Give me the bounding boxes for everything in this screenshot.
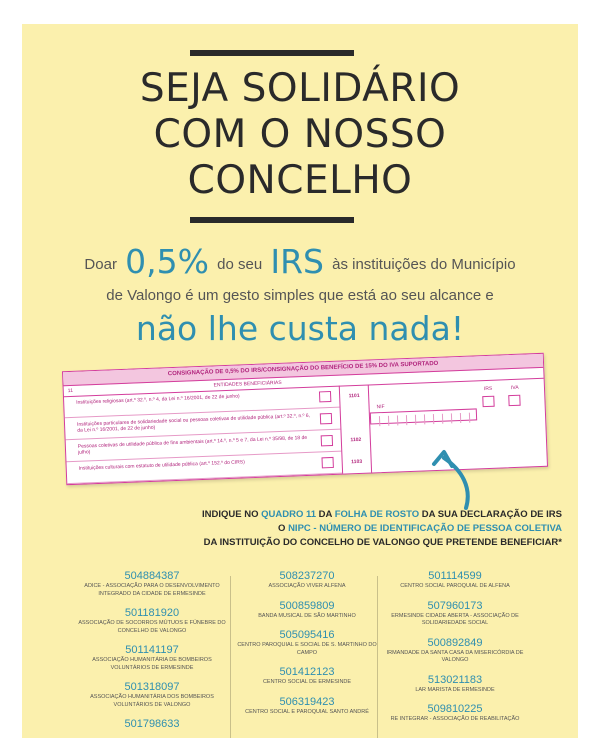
column-divider [230, 576, 231, 738]
institutions-column-3 [380, 570, 530, 733]
irs-checkbox-icon [482, 396, 494, 407]
headline-line-2: COM O NOSSO [153, 112, 447, 157]
form-header-label: ENTIDADES BENEFICIÁRIAS [213, 379, 282, 389]
checkbox-icon [321, 435, 333, 446]
instructions-line-1: INDIQUE NO QUADRO 11 DA FOLHA DE ROSTO DA SUA DECLARAÇÃO DE IRS [202, 509, 562, 520]
form-row: Pessoas coletivas de utilidade pública de fins ambientais (art.º 14.º, n.º 5 e 7, da Lei n.º 35/98, de 18 de julho) [66, 430, 342, 463]
form-codes [339, 385, 372, 474]
intro-line-1 [22, 242, 578, 281]
iva-checkbox-icon [508, 395, 520, 406]
intro-line-2: de Valongo é um gesto simples que está ao seu alcance e [106, 287, 494, 304]
intro-line-3: não lhe custa nada! [135, 309, 465, 348]
checkbox-icon [319, 391, 331, 402]
list-item: 506319423 CENTRO SOCIAL E PAROQUIAL SANTO ANDRÉ [245, 695, 369, 715]
bottom-rule [190, 217, 354, 223]
form-quadro-number: 11 [67, 387, 74, 395]
instructions [142, 508, 562, 550]
list-item: 501412123 CENTRO SOCIAL DE ERMESINDE [262, 666, 352, 685]
arrow-up-icon [422, 444, 482, 514]
form-nif-label: NIF [376, 403, 385, 411]
form-irs-label: IRS [483, 385, 493, 393]
form-row: Instituições culturais com estatuto de utilidade pública (art.º 152.º do CIRS) [66, 452, 342, 485]
headline-line-1: SEJA SOLIDÁRIO [139, 66, 461, 111]
headline [22, 66, 578, 204]
list-item: 513021183 LAR MARISTA DE ERMESINDE [415, 673, 495, 693]
list-item: 501181920 ASSOCIAÇÃO DE SOCORROS MÚTUOS E FÚNEBRE DO CONCELHO DE VALONGO [78, 607, 226, 634]
form-iva-label: IVA [510, 384, 519, 392]
intro-do-seu: do seu [217, 256, 263, 273]
list-item: 504884387 ADICE - ASSOCIAÇÃO PARA O DESENVOLVIMENTO INTEGRADO DA CIDADE DE ERMESINDE [84, 570, 220, 597]
list-item: 508237270 ASSOCIAÇÃO VIVER ALFENA [268, 570, 346, 589]
list-item: 501798633 [124, 718, 180, 730]
intro-rest: às instituições do Município [332, 256, 516, 273]
list-item: 501318097 ASSOCIAÇÃO HUMANITÁRIA DOS BOMBEIROS VOLUNTÁRIOS DE VALONGO [90, 681, 214, 708]
instructions-line-3: DA INSTITUIÇÃO DO CONCELHO DE VALONGO QUE PRETENDE BENEFICIAR* [203, 537, 562, 548]
intro-doar: Doar [84, 256, 117, 273]
institutions-column-1 [77, 570, 227, 738]
instructions-line-2: O NIPC - NÚMERO DE IDENTIFICAÇÃO DE PESSOA COLETIVA [278, 523, 562, 534]
nif-input-boxes [370, 408, 477, 424]
form-rows [64, 386, 342, 484]
form-title: CONSIGNAÇÃO DE 0,5% DO IRS/CONSIGNAÇÃO DO BENEFÍCIO DE 15% DO IVA SUPORTADO [63, 354, 543, 386]
form-code: 1101 [348, 392, 360, 400]
form-code [341, 407, 370, 430]
form-code: 1102 [350, 436, 362, 444]
top-rule [190, 50, 354, 56]
list-item: 507960173 ERMESINDE CIDADE ABERTA - ASSOCIAÇÃO DE SOLIDARIEDADE SOCIAL [391, 599, 519, 626]
list-item: 509810225 RE INTEGRAR - ASSOCIAÇÃO DE REABILITAÇÃO [390, 703, 520, 722]
form-row: Instituições religiosas (art.º 32.º, n.º 4, da Lei n.º 16/2001, de 22 de junho) [64, 386, 340, 419]
checkbox-icon [321, 457, 333, 468]
intro-percent: 0,5% [125, 242, 209, 281]
list-item: 500859809 BANDA MUSICAL DE SÃO MARTINHO [258, 599, 356, 619]
list-item: 505095416 CENTRO PAROQUIAL E SOCIAL DE S. MARTINHO DO CAMPO [237, 629, 377, 656]
poster [22, 24, 578, 738]
form-code: 1103 [351, 458, 363, 466]
list-item: 500892849 IRMANDADE DA SANTA CASA DA MISERICÓRDIA DE VALONGO [386, 636, 524, 663]
institutions-column-2 [232, 570, 382, 725]
form-row: Instituições particulares de solidariedade social ou pessoas coletivas de utilidade pública (art.º 32.º, n.º 6, da Lei n.º 16/2001, de 22 de junho) [65, 408, 341, 441]
list-item: 501141197 ASSOCIAÇÃO HUMANITÁRIA DE BOMBEIROS VOLUNTÁRIOS DE ERMESINDE [92, 644, 212, 671]
list-item: 501114599 CENTRO SOCIAL PAROQUIAL DE ALFENA [400, 570, 510, 589]
headline-line-3: CONCELHO [187, 158, 413, 203]
intro-irs: IRS [270, 242, 324, 281]
checkbox-icon [320, 413, 332, 424]
